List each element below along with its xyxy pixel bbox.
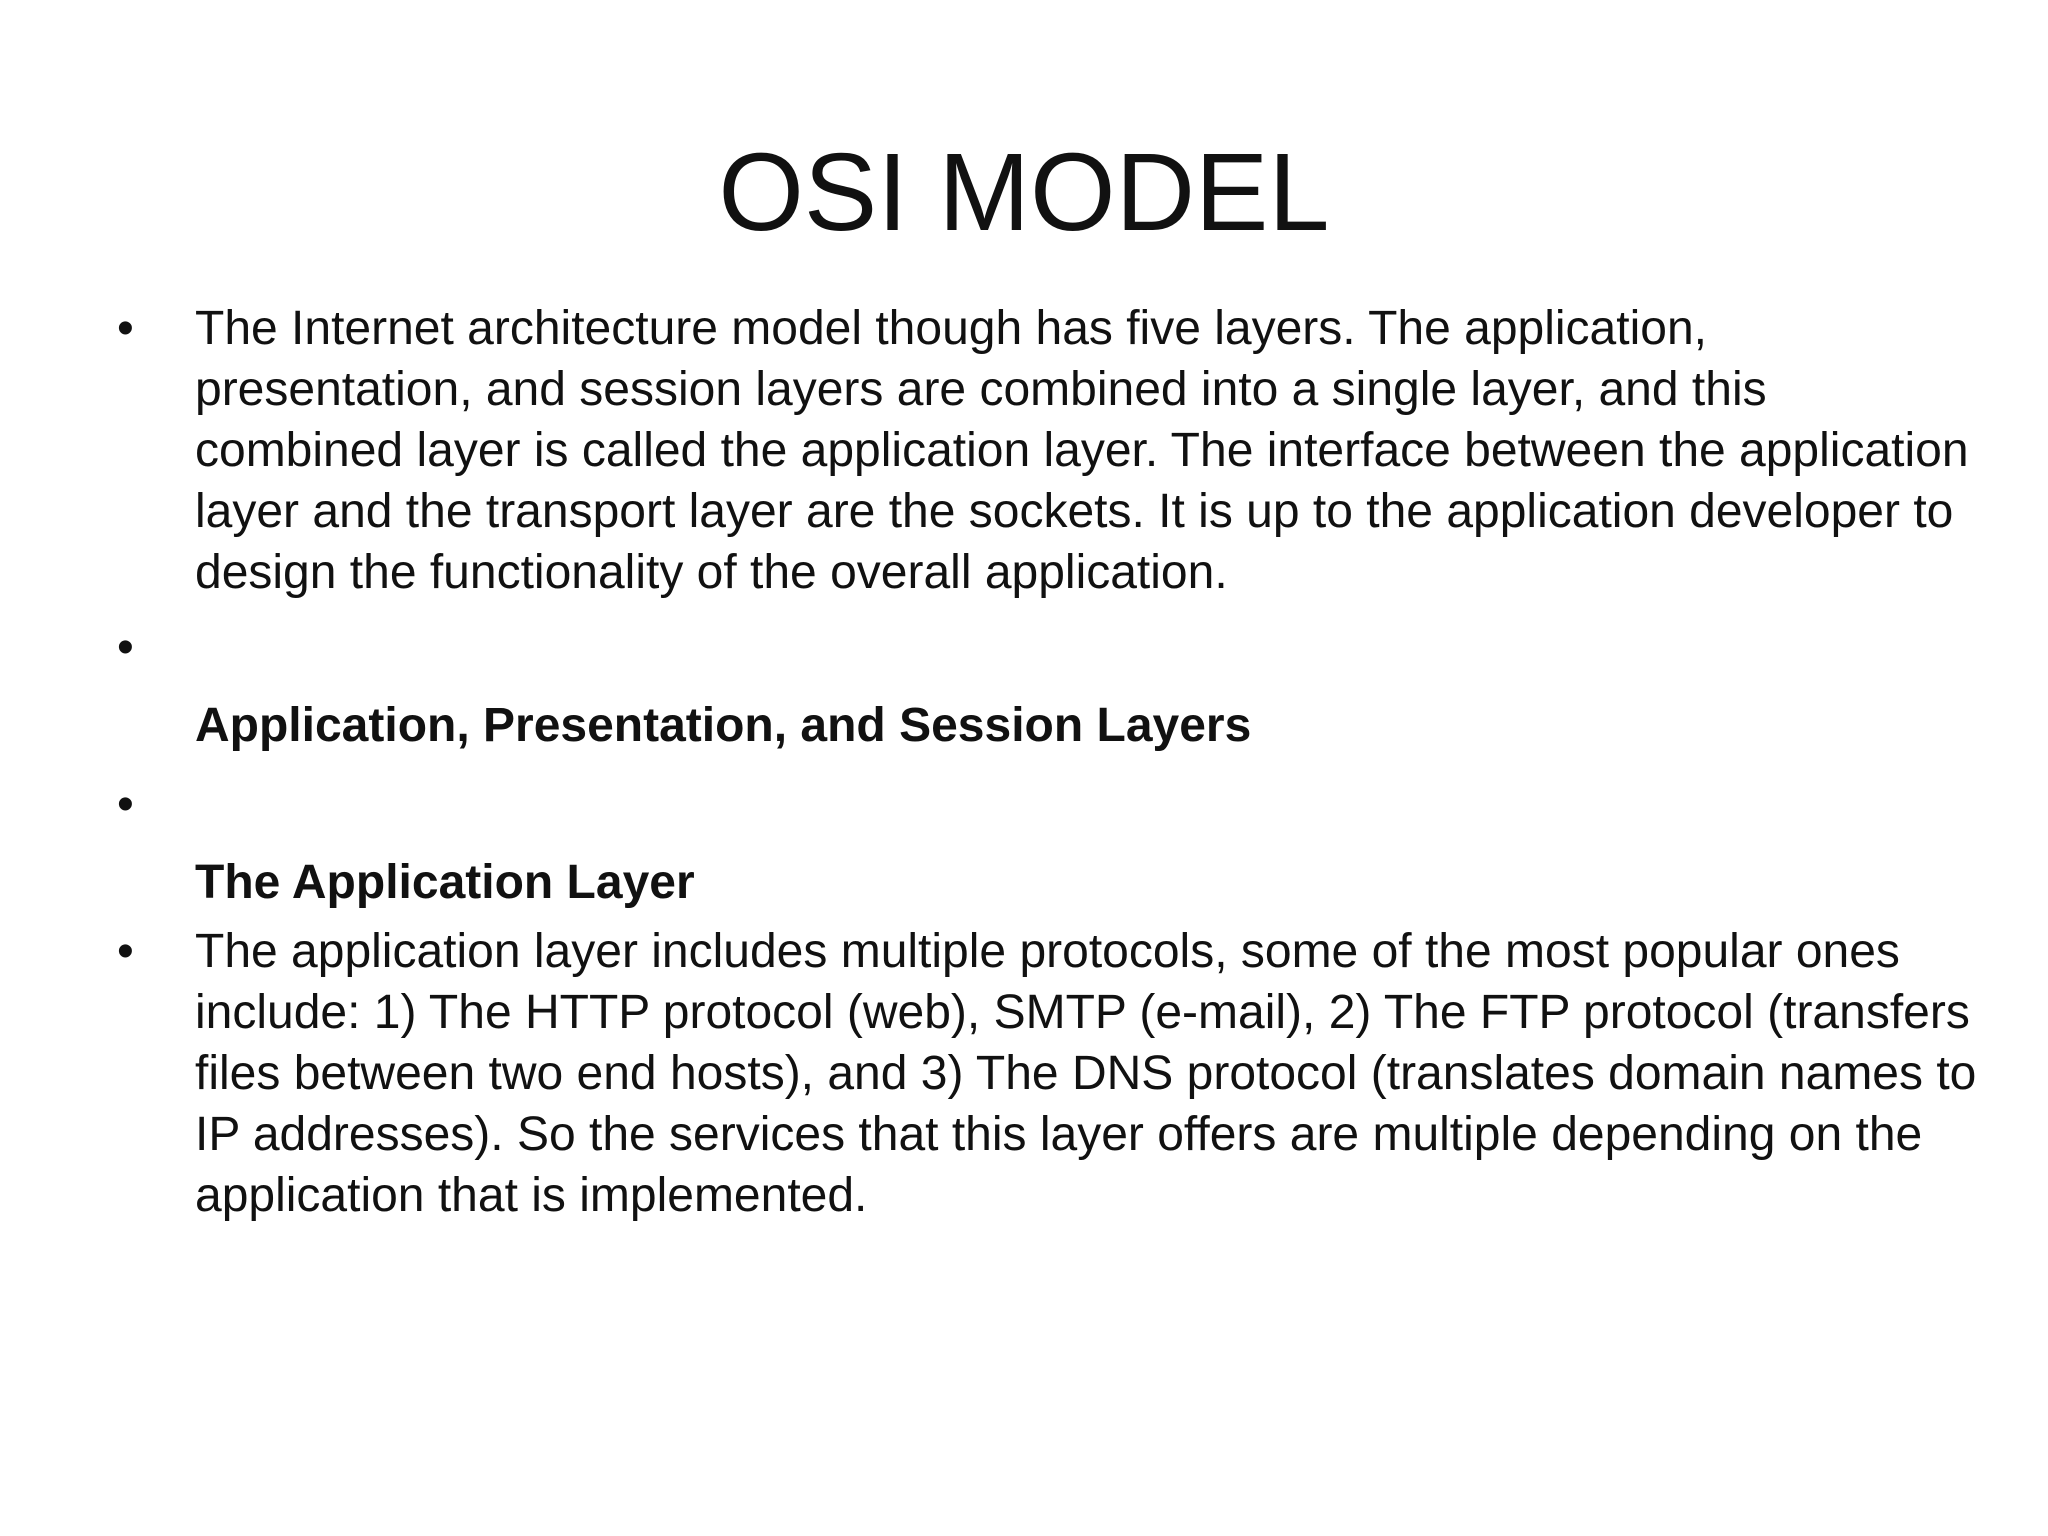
bullet-text: The application layer includes multiple protocols, some of the most popular ones include: 1) The HTTP protocol (web), SMTP (e-mail), 2) The FTP protocol (transfers files between two end hosts), and 3) The DNS protocol (translates domain names to IP addresses). So the services that this layer offers are multiple depending on the application that is implemented. (195, 925, 1977, 1222)
bullet-item-heading-layers (0, 617, 2048, 756)
bullet-icon: • (117, 302, 134, 355)
slide-title: OSI MODEL (718, 131, 1330, 254)
bullet-text: The Internet architecture model though has five layers. The application, presentation, and session layers are combined into a single layer, and this combined layer is called the application layer. The interface between the application layer and the transport layer are the sockets. It is up to the application developer to design the functionality of the overall application. (195, 302, 1969, 599)
bullet-item-internet-architecture (0, 298, 2048, 603)
bullet-item-heading-application-layer (0, 774, 2048, 913)
bullet-icon: • (117, 778, 134, 831)
bullet-icon: • (117, 621, 134, 674)
bullet-item-application-protocols (0, 921, 2048, 1226)
section-heading: Application, Presentation, and Session Layers (195, 699, 1252, 752)
bullet-icon: • (117, 925, 134, 978)
bullet-list (0, 298, 2048, 1226)
section-heading: The Application Layer (195, 856, 695, 909)
